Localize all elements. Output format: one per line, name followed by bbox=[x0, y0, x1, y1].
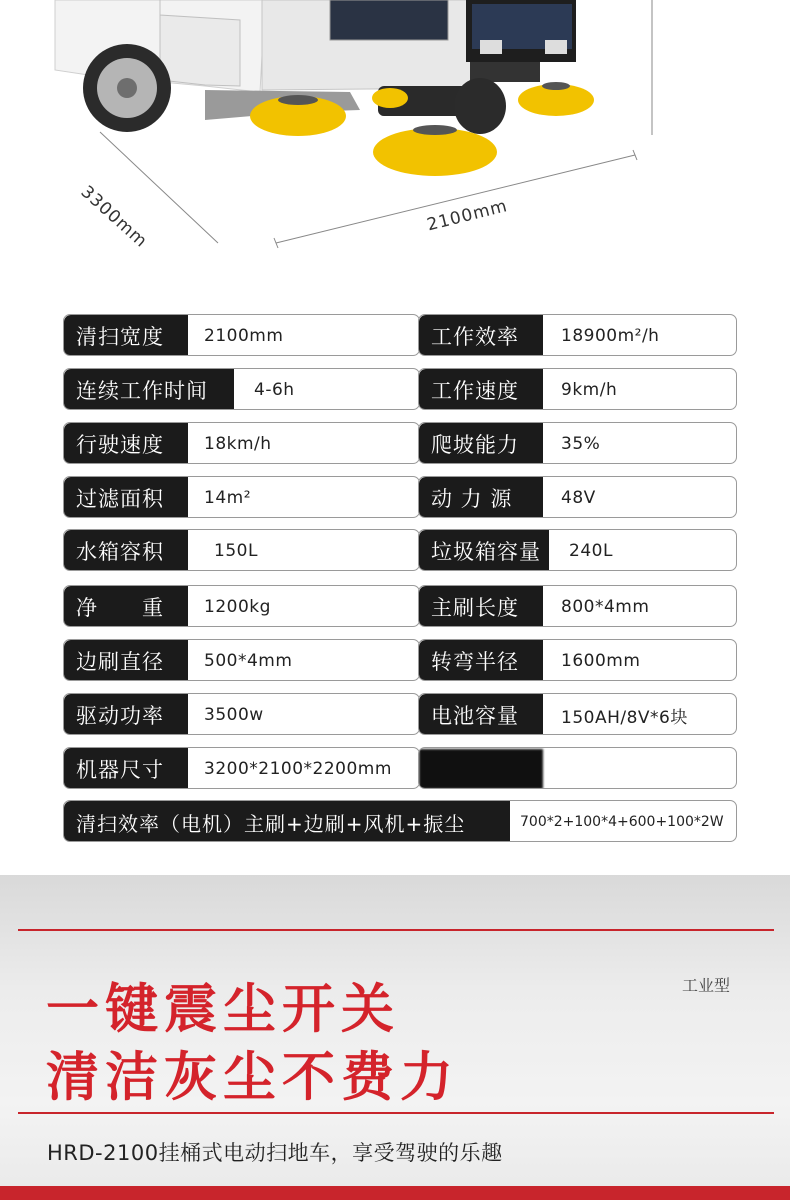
spec-label: 驱动功率 bbox=[64, 694, 188, 735]
dimension-depth-label: 3300mm bbox=[76, 182, 152, 252]
machine-illustration bbox=[0, 0, 790, 300]
spec-value: 1200kg bbox=[204, 597, 271, 617]
spec-value: 800*4mm bbox=[561, 597, 650, 617]
spec-label: 清扫效率（电机）主刷+边刷+风机+振尘 bbox=[64, 801, 510, 842]
spec-cell-right bbox=[418, 314, 737, 356]
spec-cell-right bbox=[418, 529, 737, 571]
spec-label: 机器尺寸 bbox=[64, 748, 188, 789]
spec-row bbox=[63, 368, 737, 410]
spec-label: 垃圾箱容量 bbox=[419, 530, 549, 571]
spec-cell-right bbox=[418, 585, 737, 627]
banner-subtitle: HRD-2100挂桶式电动扫地车，享受驾驶的乐趣 bbox=[47, 1141, 503, 1165]
spec-cell-left bbox=[63, 368, 420, 410]
spec-row bbox=[63, 693, 737, 735]
spec-cell-left bbox=[63, 422, 420, 464]
banner-headline-1: 一键震尘开关 bbox=[46, 979, 400, 1040]
spec-cell-left bbox=[63, 693, 420, 735]
spec-row bbox=[63, 747, 737, 789]
spec-value: 2100mm bbox=[204, 326, 284, 346]
spec-row bbox=[63, 585, 737, 627]
spec-value: 18900m²/h bbox=[561, 326, 660, 346]
spec-label: 行驶速度 bbox=[64, 423, 188, 464]
spec-cell-left bbox=[63, 314, 420, 356]
spec-row bbox=[63, 639, 737, 681]
spec-cell-right bbox=[418, 747, 737, 789]
spec-row-efficiency bbox=[63, 800, 737, 842]
spec-cell-right bbox=[418, 422, 737, 464]
spec-cell-right bbox=[418, 476, 737, 518]
spec-value: 150L bbox=[214, 541, 258, 561]
bottom-red-bar bbox=[0, 1186, 790, 1200]
dimension-width-label: 2100mm bbox=[425, 196, 510, 236]
spec-value: 150AH/8V*6块 bbox=[561, 707, 688, 728]
spec-cell-right bbox=[418, 639, 737, 681]
spec-cell-left bbox=[63, 476, 420, 518]
spec-label: 连续工作时间 bbox=[64, 369, 234, 410]
spec-value: 9km/h bbox=[561, 380, 618, 400]
spec-cell-left bbox=[63, 585, 420, 627]
banner-headline-2: 清洁灰尘不费力 bbox=[46, 1047, 459, 1108]
spec-value: 14m² bbox=[204, 488, 252, 508]
spec-cell-full bbox=[63, 800, 737, 842]
spec-cell-left bbox=[63, 747, 420, 789]
spec-value: 3200*2100*2200mm bbox=[204, 759, 392, 779]
banner-tag: 工业型 bbox=[682, 976, 731, 995]
spec-label: 净 重 bbox=[64, 586, 188, 627]
redacted-label-block bbox=[419, 749, 543, 789]
spec-row bbox=[63, 422, 737, 464]
spec-label: 主刷长度 bbox=[419, 586, 543, 627]
spec-cell-right bbox=[418, 368, 737, 410]
spec-row bbox=[63, 529, 737, 571]
spec-value: 4-6h bbox=[254, 380, 295, 400]
spec-value: 500*4mm bbox=[204, 651, 293, 671]
spec-value: 3500w bbox=[204, 705, 264, 725]
spec-row bbox=[63, 476, 737, 518]
spec-label: 电池容量 bbox=[419, 694, 543, 735]
spec-label: 工作效率 bbox=[419, 315, 543, 356]
spec-value: 48V bbox=[561, 488, 596, 508]
spec-cell-left bbox=[63, 529, 420, 571]
divider-bottom bbox=[18, 1112, 774, 1114]
promo-banner bbox=[0, 875, 790, 1200]
spec-row bbox=[63, 314, 737, 356]
spec-value: 35% bbox=[561, 434, 601, 454]
spec-label: 爬坡能力 bbox=[419, 423, 543, 464]
spec-value: 240L bbox=[569, 541, 613, 561]
spec-label: 水箱容积 bbox=[64, 530, 188, 571]
spec-cell-left bbox=[63, 639, 420, 681]
spec-value: 18km/h bbox=[204, 434, 272, 454]
spec-cell-right bbox=[418, 693, 737, 735]
divider-top bbox=[18, 929, 774, 931]
spec-label: 工作速度 bbox=[419, 369, 543, 410]
spec-value: 700*2+100*4+600+100*2W bbox=[520, 814, 724, 830]
spec-label: 清扫宽度 bbox=[64, 315, 188, 356]
spec-label: 动 力 源 bbox=[419, 477, 543, 518]
spec-value: 1600mm bbox=[561, 651, 641, 671]
spec-label: 过滤面积 bbox=[64, 477, 188, 518]
sweeper-image bbox=[0, 0, 790, 300]
spec-label: 边刷直径 bbox=[64, 640, 188, 681]
spec-label: 转弯半径 bbox=[419, 640, 543, 681]
